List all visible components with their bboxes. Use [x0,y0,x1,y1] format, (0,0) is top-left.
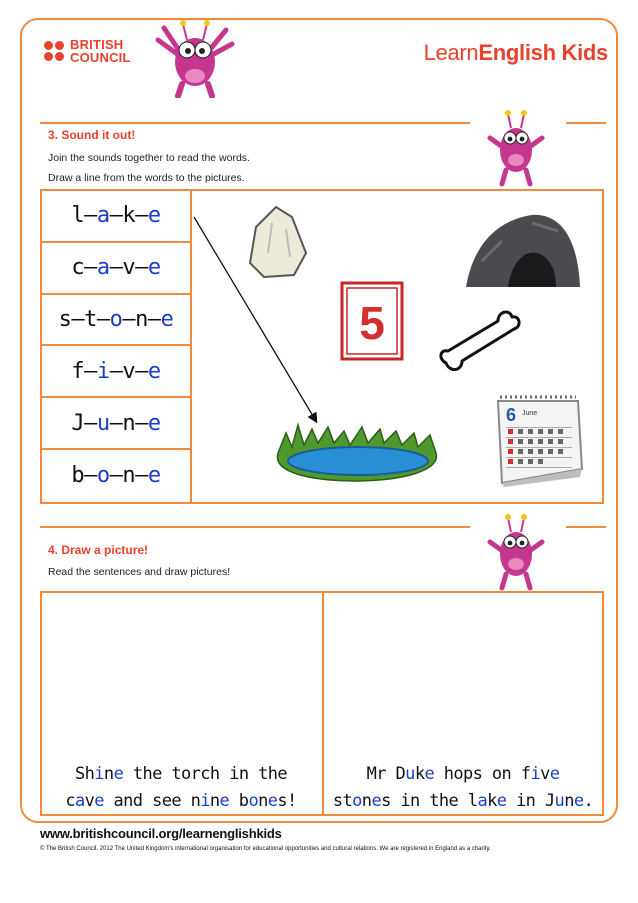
word-segment: a [96,203,110,229]
sentence-segment: e [113,764,124,784]
word-cell [42,450,190,502]
example-match-line [192,215,332,425]
org-name-line2: COUNCIL [70,50,131,65]
sentence-right-line2 [324,788,602,815]
brand-english-kids: English Kids [478,40,608,65]
word-segment: o [96,463,110,489]
sentence-segment: i [94,764,104,784]
word-segment: i [96,358,110,384]
sentence-segment: a [477,791,488,811]
sentence-segment: n [564,791,574,811]
sentence-segment: s in the l [381,791,478,811]
word-segment: l– [71,203,97,229]
word-segment: –v– [109,358,148,384]
section3-instruction-1: Join the sounds together to read the words. [48,152,250,164]
sentence-segment: a [74,791,85,811]
word-segment: –n– [122,306,161,332]
section4-rule-right [566,526,606,528]
section3-rule-right [566,122,606,124]
monster-mascot-icon [478,108,554,188]
calendar-icon [490,393,586,487]
sentence-segment: st [332,791,353,811]
calendar-day-text: 6 [506,405,517,425]
sentence-left-line2 [42,788,320,815]
calendar-month-text: June [522,410,538,417]
sentence-segment: e [94,791,104,811]
section3-rule [40,122,470,124]
word-segment: e [160,306,174,332]
sentence-segment: Mr D [366,764,406,784]
word-segment: c– [71,255,97,281]
sentence-segment: n [258,791,268,811]
sentence-segment: i [200,791,210,811]
sentence-segment: the torch in the [123,764,287,784]
sentence-segment: n [209,791,220,811]
number-five-icon [340,281,404,361]
sentence-segment: e [496,791,507,811]
sentence-segment: v [84,791,95,811]
brand-learn: Learn [423,40,479,65]
word-segment: J– [71,410,97,436]
word-segment: a [96,255,110,281]
sentence-segment: n [103,764,114,784]
word-segment: s–t– [58,306,110,332]
word-segment: –v– [109,255,148,281]
sentence-segment: and see n [103,791,201,811]
word-segment: f– [71,358,97,384]
sentence-left [42,761,320,815]
monster-mascot-icon [478,512,554,592]
sentence-segment: s! [277,791,297,811]
sentence-segment: e [267,791,278,811]
word-segment: e [147,255,161,281]
five-number-text: 5 [359,297,385,349]
matching-table [40,189,604,504]
sentence-segment: n [361,791,372,811]
word-segment: e [147,410,161,436]
british-council-logo [44,38,131,64]
section3-title: 3. Sound it out! [48,128,136,142]
sentence-right-line1 [324,761,602,788]
sentence-segment: e [219,791,230,811]
cave-icon [462,211,582,291]
sentence-left-line1 [42,761,320,788]
word-segment: –n– [109,463,148,489]
sentence-segment: in J [506,791,555,811]
british-council-dots-icon [44,41,64,61]
sentence-segment: e [424,764,435,784]
word-cell [42,295,190,347]
word-cell [42,398,190,450]
sentence-segment: o [248,791,259,811]
word-segment: o [109,306,123,332]
sentence-segment: e [371,791,382,811]
footer-url[interactable]: www.britishcouncil.org/learnenglishkids [40,826,282,841]
section4-instruction: Read the sentences and draw pictures! [48,566,231,578]
word-segment: e [147,358,161,384]
word-segment: e [147,203,161,229]
footer-legal: © The British Council, 2012 The United Kingdom's international organisation for educational opportunities and cultural relations. We are registered in England as a charity. [40,846,491,852]
sentence-segment: k [414,764,425,784]
section4-rule [40,526,470,528]
org-name-line1: BRITISH [70,37,124,52]
monster-mascot-icon [150,18,240,98]
word-segment: u [96,410,110,436]
section3-instruction-2: Draw a line from the words to the pictures. [48,172,245,184]
sentence-segment: . [583,791,594,811]
learnenglish-kids-logo [424,40,608,66]
sentence-segment: hops on f [434,764,531,784]
word-cell [42,346,190,398]
word-segment: e [147,463,161,489]
sentence-segment: b [229,791,249,811]
word-segment: –n– [109,410,148,436]
sentence-segment: c [65,791,75,811]
sentence-segment: v [540,764,550,784]
sentence-segment: Sh [75,764,95,784]
sentence-segment: u [554,791,565,811]
sentence-segment: e [549,764,560,784]
sentence-segment: o [352,791,362,811]
drawing-area [40,591,604,816]
word-cell [42,191,190,243]
bone-icon [434,301,524,381]
word-column [42,191,192,502]
section4-title: 4. Draw a picture! [48,543,149,557]
sentence-segment: k [487,791,497,811]
word-segment: –k– [109,203,148,229]
word-cell [42,243,190,295]
word-segment: b– [71,463,97,489]
sentence-segment: e [573,791,584,811]
sentence-right [324,761,602,815]
sentence-segment: u [405,764,415,784]
sentence-segment: i [530,764,541,784]
